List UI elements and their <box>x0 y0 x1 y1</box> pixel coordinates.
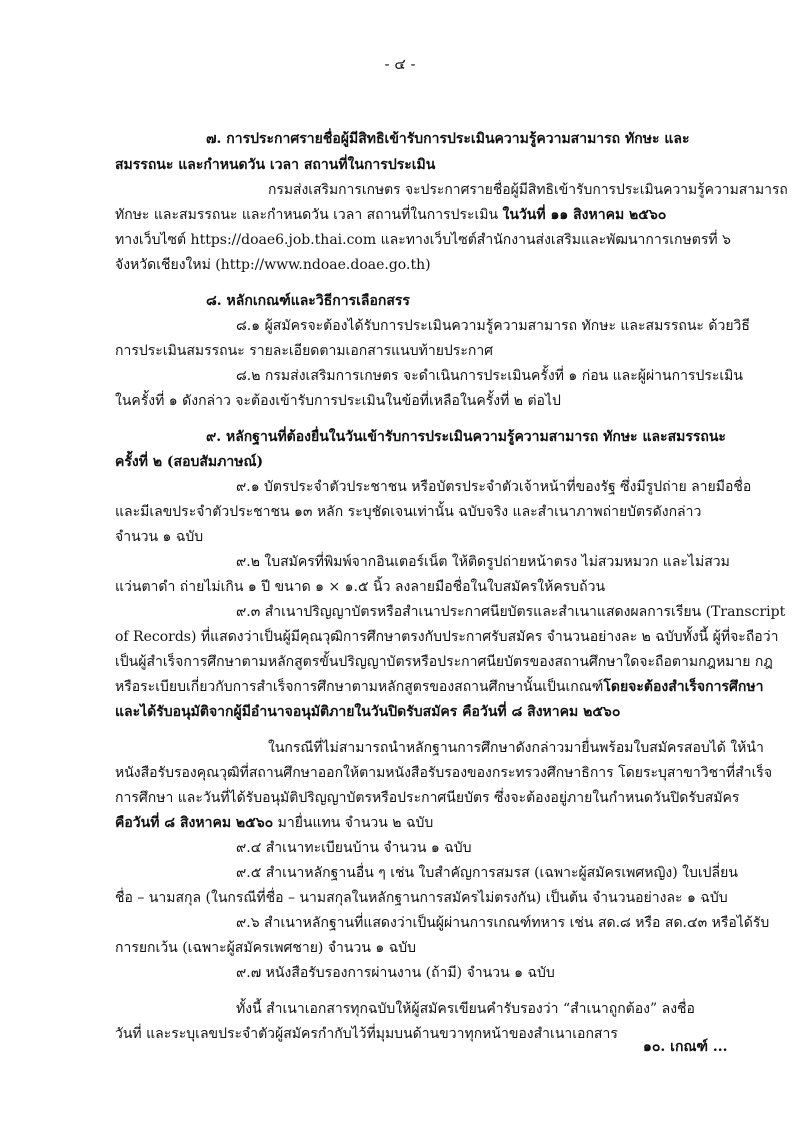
section-9-6-line-1: ๙.๖ สำเนาหลักฐานที่แสดงว่าเป็นผู้ผ่านการเกณฑ์ทหาร เช่น สด.๘ หรือ สด.๔๓ หรือได้รับ <box>236 915 770 931</box>
section-9-6-line-2: การยกเว้น (เฉพาะผู้สมัครเพศชาย) จำนวน ๑ ฉบับ <box>115 940 416 956</box>
certificate-note-line-3: การศึกษา และวันที่ได้รับอนุมัติปริญญาบัตรหรือประกาศนียบัตร ซึ่งจะต้องอยู่ภายในกำหนดวันปิดรับสมัคร <box>115 790 740 806</box>
section-9-1-line-3: จำนวน ๑ ฉบับ <box>115 529 204 545</box>
section-9-1-line-1: ๙.๑ บัตรประจำตัวประชาชน หรือบัตรประจำตัวเจ้าหน้าที่ของรัฐ ซึ่งมีรูปถ่าย ลายมือชื่อ <box>236 479 752 495</box>
certificate-note-line-2: หนังสือรับรองคุณวุฒิที่สถานศึกษาออกให้ตามหนังสือรับรองของกระทรวงศึกษาธิการ โดยระบุสาขาวิชาที่สำเร็จ <box>115 765 773 781</box>
section-7-para-line-3 <box>115 228 731 252</box>
website-suffix: และทางเว็บไซต์สำนักงานส่งเสริมและพัฒนาการเกษตรที่ ๖ <box>376 232 731 248</box>
section-7-para-line-4 <box>115 253 431 277</box>
website-prefix: ทางเว็บไซต์ <box>115 232 191 248</box>
section-9-heading-line-1: ๙. หลักฐานที่ต้องยื่นในวันเข้ารับการประเมินความรู้ความสามารถ ทักษะ และสมรรถนะ <box>206 429 726 445</box>
section-9-3-line-4 <box>115 675 763 699</box>
copy-certification-note-line-2: วันที่ และระบุเลขประจำตัวผู้สมัครกำกับไว้ที่มุมบนด้านขวาทุกหน้าของสำเนาเอกสาร <box>115 1026 618 1042</box>
section-9-3-line-5: และได้รับอนุมัติจากผู้มีอำนาจอนุมัติภายในวันปิดรับสมัคร คือวันที่ ๘ สิงหาคม ๒๕๖๐ <box>115 704 621 720</box>
page-number: - ๔ - <box>384 55 416 73</box>
copy-certification-note-line-1: ทั้งนี้ สำเนาเอกสารทุกฉบับให้ผู้สมัครเขียนคำรับรองว่า “สำเนาถูกต้อง” ลงชื่อ <box>236 1001 695 1017</box>
section-9-3-line-3: เป็นผู้สำเร็จการศึกษาตามหลักสูตรขั้นปริญญาบัตรหรือประกาศนียบัตรของสถานศึกษาใดจะถือตามกฎหมาย กฎ <box>115 654 773 670</box>
province-prefix: จังหวัดเชียงใหม่ ( <box>115 257 221 273</box>
criteria-text: หรือระเบียบเกี่ยวกับการสำเร็จการศึกษาตามหลักสูตรของสถานศึกษานั้นเป็นเกณฑ์ <box>115 679 604 695</box>
section-7-heading-line-1: ๗. การประกาศรายชื่อผู้มีสิทธิเข้ารับการประเมินความรู้ความสามารถ ทักษะ และ <box>206 131 690 147</box>
announcement-date: ในวันที่ ๑๑ สิงหาคม ๒๕๖๐ <box>502 207 667 223</box>
section-9-1-line-2: และมีเลขประจำตัวประชาชน ๑๓ หลัก ระบุชัดเจนเท่านั้น ฉบับจริง และสำเนาภาพถ่ายบัตรดังกล่าว <box>115 504 702 520</box>
copy-count: มายื่นแทน จำนวน ๒ ฉบับ <box>273 815 434 831</box>
section-8-1-line-2: การประเมินสมรรถนะ รายละเอียดตามเอกสารแนบท้ายประกาศ <box>115 343 494 359</box>
section-9-3-line-1: ๙.๓ สำเนาปริญญาบัตรหรือสำเนาประกาศนียบัตรและสำเนาแสดงผลการเรียน (Transcript <box>236 604 786 620</box>
certificate-note-line-1: ในกรณีที่ไม่สามารถนำหลักฐานการศึกษาดังกล่าวมายื่นพร้อมใบสมัครสอบได้ ให้นำ <box>268 740 764 756</box>
closing-date: คือวันที่ ๘ สิงหาคม ๒๕๖๐ <box>115 815 274 831</box>
section-9-5-line-1: ๙.๕ สำเนาหลักฐานอื่น ๆ เช่น ใบสำคัญการสมรส (เฉพาะผู้สมัครเพศหญิง) ใบเปลี่ยน <box>236 865 738 881</box>
section-9-5-line-2: ชื่อ – นามสกุล (ในกรณีที่ชื่อ – นามสกุลในหลักฐานการสมัครไม่ตรงกัน) เป็นต้น จำนวนอย่างละ ๑ ฉบับ <box>115 890 728 906</box>
section-9-heading-line-2: ครั้งที่ ๒ (สอบสัมภาษณ์) <box>115 454 264 470</box>
section-9-2-line-2: แว่นตาดำ ถ่ายไม่เกิน ๑ ปี ขนาด ๑ × ๑.๕ นิ้ว ลงลายมือชื่อในใบสมัครให้ครบถ้วน <box>115 579 606 595</box>
section-8-2-line-2: ในครั้งที่ ๑ ดังกล่าว จะต้องเข้ารับการประเมินในข้อที่เหลือในครั้งที่ ๒ ต่อไป <box>115 393 561 409</box>
province-suffix: ) <box>425 257 431 273</box>
section-8-2-line-1: ๘.๒ กรมส่งเสริมการเกษตร จะดำเนินการประเมินครั้งที่ ๑ ก่อน และผู้ผ่านการประเมิน <box>236 368 743 384</box>
section-9-7: ๙.๗ หนังสือรับรองการผ่านงาน (ถ้ามี) จำนวน ๑ ฉบับ <box>236 965 555 981</box>
job-website-link[interactable]: https://doae6.job.thai.com <box>190 232 377 248</box>
section-7-para-line-2 <box>115 203 666 227</box>
section-8-heading: ๘. หลักเกณฑ์และวิธีการเลือกสรร <box>206 293 410 309</box>
section-9-2-line-1: ๙.๒ ใบสมัครที่พิมพ์จากอินเตอร์เน็ต ให้ติดรูปถ่ายหน้าตรง ไม่สวมหมวก และไม่สวม <box>236 554 730 570</box>
ndoae-website-link[interactable]: http://www.ndoae.doae.go.th <box>220 257 426 273</box>
certificate-note-line-4 <box>115 811 433 835</box>
section-9-3-line-2: of Records) ที่แสดงว่าเป็นผู้มีคุณวุฒิการศึกษาตรงกับประกาศรับสมัคร จำนวนอย่างละ ๒ ฉบับทั้งนี้ ผู้ที่จะถือว่า <box>115 629 779 645</box>
section-8-1-line-1: ๘.๑ ผู้สมัครจะต้องได้รับการประเมินความรู้ความสามารถ ทักษะ และสมรรถนะ ด้วยวิธี <box>236 318 750 334</box>
section-7-heading-line-2: สมรรถนะ และกำหนดวัน เวลา สถานที่ในการประเมิน <box>115 157 436 173</box>
section-7-para-text: ทักษะ และสมรรถนะ และกำหนดวัน เวลา สถานที่ในการประเมิน <box>115 207 503 223</box>
graduation-requirement: โดยจะต้องสำเร็จการศึกษา <box>603 679 764 695</box>
section-7-para-line-1: กรมส่งเสริมการเกษตร จะประกาศรายชื่อผู้มีสิทธิเข้ารับการประเมินความรู้ความสามารถ <box>268 182 788 198</box>
next-page-marker: ๑๐. เกณฑ์ ... <box>643 1039 728 1055</box>
section-9-4: ๙.๔ สำเนาทะเบียนบ้าน จำนวน ๑ ฉบับ <box>236 840 472 856</box>
